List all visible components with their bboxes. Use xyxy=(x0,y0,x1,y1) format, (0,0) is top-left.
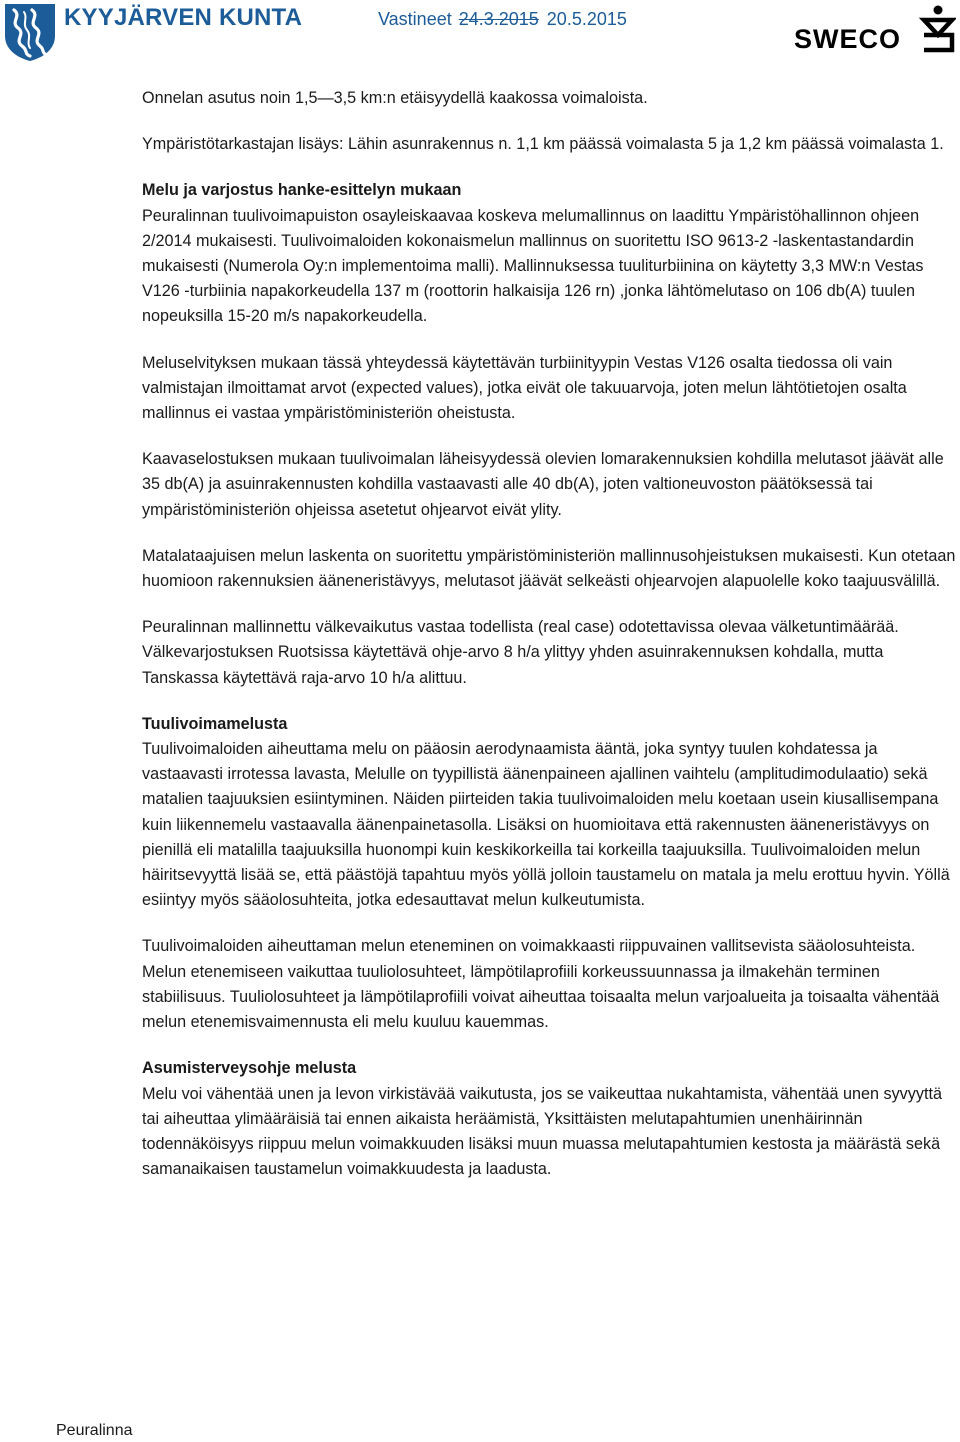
section-heading: Melu ja varjostus hanke-esittelyn mukaan xyxy=(142,181,462,200)
paragraph-low-frequency: Matalataajuisen melun laskenta on suoritettu ympäristöministeriön mallinnusohjeistuksen mukaisesti. Kun otetaan huomioon rakennuksien ääneneristävyys, melutasot jäävät selkeästi ohjearvojen alapuolelle koko taajuusvälillä. xyxy=(142,546,956,591)
section-noise-and-shadow xyxy=(142,178,956,329)
superseded-date: 24.3.2015 xyxy=(458,9,539,29)
document-body xyxy=(142,86,956,1203)
document-label: Vastineet xyxy=(378,9,452,29)
company-name: SWECO xyxy=(794,24,902,54)
page-footer: Peuralinna xyxy=(56,1422,133,1439)
section-housing-health-guideline xyxy=(142,1056,956,1182)
sweco-logo xyxy=(794,4,956,54)
document-version-info xyxy=(378,9,627,30)
section-heading: Asumisterveysohje melusta xyxy=(142,1059,357,1078)
coat-of-arms-logo xyxy=(2,2,58,62)
paragraph-noise-propagation: Tuulivoimaloiden aiheuttaman melun eteneminen on voimakkaasti riippuvainen vallitsevista sääolosuhteista. Melun etenemiseen vaikuttaa tuuliolosuhteet, lämpötilaprofiili korkeussuunnassa ja ilmakehän terminen stabiilisuus. Tuuliolosuhteet ja lämpötilaprofiili voivat aiheuttaa toisaalta melun varjoalueita ja toisaalta vähentää melun etenemisvaimennusta eli melu kuuluu kauemmas. xyxy=(142,937,940,1032)
current-date: 20.5.2015 xyxy=(546,9,627,29)
paragraph-shadow-flicker: Peuralinnan mallinnettu välkevaikutus vastaa todellista (real case) odotettavissa olevaa välketuntimäärää. Välkevarjostuksen Ruotsissa käytettävä ohje-arvo 8 h/a ylittyy yhden asuinrakennuksen kohdalla, mutta Tanskassa käytettävä raja-arvo 10 h/a alittuu. xyxy=(142,618,899,687)
page-header xyxy=(0,0,960,70)
section-wind-turbine-noise xyxy=(142,712,956,914)
sweco-mark-icon xyxy=(916,4,956,54)
paragraph-plan-description: Kaavaselostuksen mukaan tuulivoimalan läheisyydessä olevien lomarakennuksien kohdilla melutasot jäävät alle 35 db(A) ja asuinrakennusten kohdilla vastaavasti alle 40 db(A), joten valtioneuvoston päätöksessä tai ympäristöministeriön ohjeissa asetetut ohjearvot eivät ylity. xyxy=(142,450,944,519)
municipality-name: KYYJÄRVEN KUNTA xyxy=(64,4,303,31)
paragraph-inspector-addition: Ympäristötarkastajan lisäys: Lähin asunrakennus n. 1,1 km päässä voimalasta 5 ja 1,2 km päässä voimalasta 1. xyxy=(142,135,944,154)
paragraph-onnela-distance: Onnelan asutus noin 1,5—3,5 km:n etäisyydellä kaakossa voimaloista. xyxy=(142,89,648,107)
section-text: Melu voi vähentää unen ja levon virkistävää vaikutusta, jos se vaikeuttaa nukahtamista, vähentää unen syvyyttä tai aiheuttaa ylimääräisiä tai ennen aikaista heräämistä, Yksittäisten melutapahtumien unenhäirinnän todennäköisyys riippuu melun voimakkuuden lisäksi muun muassa melutapahtumien kestosta ja määrästä sekä samanaikaisen taustamelun voimakkuudesta ja laadusta. xyxy=(142,1084,942,1179)
section-text: Peuralinnan tuulivoimapuiston osayleiskaavaa koskeva melumallinnus on laadittu Ympäristöhallinnon ohjeen 2/2014 mukaisesti. Tuulivoimaloiden kokonaismelun mallinnus on suoritettu ISO 9613-2 -laskentastandardin mukaisesti (Numerola Oy:n implementoima malli). Mallinnuksessa tuuliturbiinina on käytetty 3,3 MW:n Vestas V126 -turbiinia napakorkeudella 137 m (roottorin halkaisija 126 rn) ,jonka lähtömelutaso on 106 db(A) tuulen nopeuksilla 15-20 m/s napakorkeudella. xyxy=(142,206,924,326)
section-heading: Tuulivoimamelusta xyxy=(142,714,288,733)
paragraph-noise-report: Meluselvityksen mukaan tässä yhteydessä käytettävän turbiinityypin Vestas V126 osalta tiedossa oli vain valmistajan ilmoittamat arvot (expected values), jotka eivät ole takuuarvoja, joten melun lähtötietojen osalta mallinnus ei vastaa ympäristöministeriön oheistusta. xyxy=(142,353,907,423)
section-text: Tuulivoimaloiden aiheuttama melu on pääosin aerodynaamista ääntä, joka syntyy tuulen kohdatessa ja vastaavasti irrotessa lavasta, Melulle on tyypillistä äänenpaineen ajallinen vaihtelu (amplitudimodulaatio) sekä matalien taajuuksien esiintyminen. Näiden piirteiden takia tuulivoimaloiden melu koetaan usein kiusallisempana kuin liikennemelu vastaavalla äänenpainetasolla. Lisäksi on huomioitava että rakennusten ääneneristävyys on pienillä eli matalilla taajuuksilla huonompi kuin keskikorkeilla tai korkeilla taajuuksilla. Tuulivoimaloiden melun häiritsevyyttä lisää se, että päästöjä tapahtuu myös yöllä jolloin taustamelu on matala ja melu erottuu hyvin. Yöllä esiintyy myös sääolosuhteita, jotka edesauttavat melun kulkeutumista. xyxy=(142,740,950,910)
